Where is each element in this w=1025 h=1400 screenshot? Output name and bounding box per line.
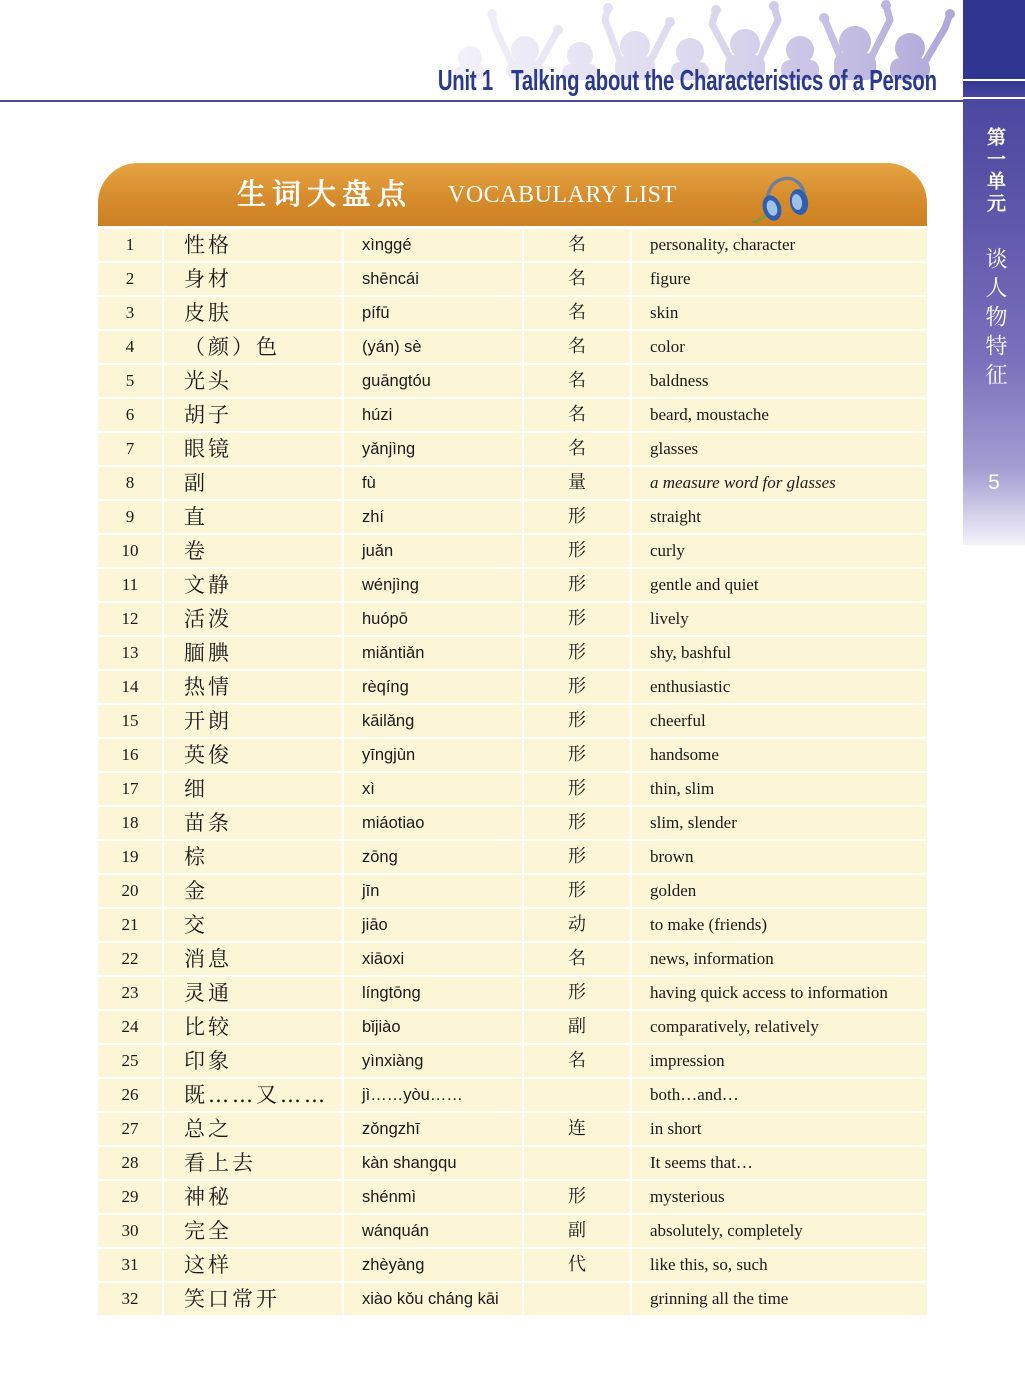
vocab-row-hanzi: 完全 — [164, 1215, 342, 1247]
vocab-row-pinyin: xì — [344, 773, 522, 805]
vocab-row — [98, 807, 927, 839]
vocab-row-part-of-speech: 名 — [524, 263, 630, 295]
vocab-row-hanzi: 印象 — [164, 1045, 342, 1077]
vocab-row-hanzi: 比较 — [164, 1011, 342, 1043]
vocab-row-english: glasses — [632, 433, 927, 465]
vocab-row-english: mysterious — [632, 1181, 927, 1213]
vocab-row-number: 2 — [98, 263, 162, 295]
vocab-row-english: shy, bashful — [632, 637, 927, 669]
vocab-row-hanzi: 灵通 — [164, 977, 342, 1009]
vocab-row-part-of-speech: 形 — [524, 637, 630, 669]
vocab-row — [98, 1079, 927, 1111]
vocab-row-english: cheerful — [632, 705, 927, 737]
vocab-row-hanzi: 看上去 — [164, 1147, 342, 1179]
vocab-row-hanzi: 开朗 — [164, 705, 342, 737]
vocab-row-part-of-speech: 代 — [524, 1249, 630, 1281]
vocab-row-hanzi: 皮肤 — [164, 297, 342, 329]
vocab-row-number: 13 — [98, 637, 162, 669]
vocab-row-part-of-speech: 连 — [524, 1113, 630, 1145]
vocab-row-pinyin: xiào kǒu cháng kāi — [344, 1283, 522, 1315]
vocab-row-pinyin: pífū — [344, 297, 522, 329]
vocab-row — [98, 399, 927, 431]
vocab-row-pinyin: guāngtóu — [344, 365, 522, 397]
chapter-side-tab — [963, 0, 1025, 545]
vocab-row-number: 3 — [98, 297, 162, 329]
vocab-row-english: lively — [632, 603, 927, 635]
vocab-row-english: baldness — [632, 365, 927, 397]
vocab-row-part-of-speech: 形 — [524, 603, 630, 635]
vocab-row — [98, 841, 927, 873]
vocab-row-english: gentle and quiet — [632, 569, 927, 601]
vocab-row-english: personality, character — [632, 229, 927, 261]
vocab-row-number: 11 — [98, 569, 162, 601]
vocab-row-hanzi: 棕 — [164, 841, 342, 873]
vocab-row-hanzi: 苗条 — [164, 807, 342, 839]
vocab-row-number: 4 — [98, 331, 162, 363]
vocab-row-english: both…and… — [632, 1079, 927, 1111]
vocab-row — [98, 1249, 927, 1281]
header-divider — [0, 100, 963, 102]
vocab-row-part-of-speech: 名 — [524, 1045, 630, 1077]
vocab-row — [98, 365, 927, 397]
vocab-row — [98, 263, 927, 295]
vocab-row-part-of-speech: 形 — [524, 841, 630, 873]
unit-title — [438, 64, 937, 98]
vocab-row-part-of-speech: 形 — [524, 535, 630, 567]
vocab-row-part-of-speech: 名 — [524, 297, 630, 329]
vocab-row-part-of-speech — [524, 1283, 630, 1315]
vocab-row-number: 18 — [98, 807, 162, 839]
vocab-row-hanzi: 笑口常开 — [164, 1283, 342, 1315]
vocab-row-part-of-speech: 量 — [524, 467, 630, 499]
vocab-row-part-of-speech: 副 — [524, 1215, 630, 1247]
vocab-row-number: 21 — [98, 909, 162, 941]
vocabulary-table — [98, 229, 927, 1315]
vocab-row-part-of-speech: 形 — [524, 773, 630, 805]
unit-label: Unit 1 — [438, 65, 494, 97]
vocab-row-english: curly — [632, 535, 927, 567]
vocab-row-english: golden — [632, 875, 927, 907]
vocab-row-hanzi: 眼镜 — [164, 433, 342, 465]
vocab-row-pinyin: juǎn — [344, 535, 522, 567]
vocab-row-part-of-speech: 形 — [524, 875, 630, 907]
unit-title-text: Talking about the Characteristics of a Person — [511, 65, 937, 97]
vocab-row-number: 32 — [98, 1283, 162, 1315]
vocab-row-part-of-speech: 名 — [524, 399, 630, 431]
vocabulary-title-chinese: 生词大盘点 — [237, 177, 413, 211]
vocab-row — [98, 671, 927, 703]
vocab-row-number: 26 — [98, 1079, 162, 1111]
vocab-row — [98, 569, 927, 601]
vocab-row-number: 29 — [98, 1181, 162, 1213]
vocab-row-number: 23 — [98, 977, 162, 1009]
vocab-row-number: 27 — [98, 1113, 162, 1145]
vocab-row-hanzi: （颜）色 — [164, 331, 342, 363]
vocab-row-hanzi: 胡子 — [164, 399, 342, 431]
vocab-row-number: 16 — [98, 739, 162, 771]
vocab-row-pinyin: xìnggé — [344, 229, 522, 261]
vocab-row-part-of-speech: 形 — [524, 1181, 630, 1213]
vocab-row-english: straight — [632, 501, 927, 533]
vocab-row-part-of-speech: 名 — [524, 331, 630, 363]
vocab-row — [98, 297, 927, 329]
vocab-row — [98, 1215, 927, 1247]
tab-topic-label: 谈人物特征 — [982, 247, 1007, 392]
vocab-row — [98, 1011, 927, 1043]
vocab-row-hanzi: 细 — [164, 773, 342, 805]
vocab-row-hanzi: 总之 — [164, 1113, 342, 1145]
vocab-row-english: beard, moustache — [632, 399, 927, 431]
vocab-row-pinyin: jiāo — [344, 909, 522, 941]
vocab-row-english: grinning all the time — [632, 1283, 927, 1315]
vocab-row — [98, 1147, 927, 1179]
vocab-row-part-of-speech: 动 — [524, 909, 630, 941]
vocab-row-part-of-speech: 名 — [524, 943, 630, 975]
vocab-row-pinyin: fù — [344, 467, 522, 499]
vocabulary-title-english: VOCABULARY LIST — [448, 182, 677, 208]
tab-unit-label: 第一单元 — [984, 127, 1006, 215]
tab-divider-bottom — [963, 97, 1025, 99]
vocab-row — [98, 603, 927, 635]
vocab-row-hanzi: 卷 — [164, 535, 342, 567]
vocab-row-number: 25 — [98, 1045, 162, 1077]
vocab-row — [98, 909, 927, 941]
vocab-row-number: 10 — [98, 535, 162, 567]
vocab-row-hanzi: 文静 — [164, 569, 342, 601]
vocab-row-pinyin: jì……yòu…… — [344, 1079, 522, 1111]
vocab-row-pinyin: yīngjùn — [344, 739, 522, 771]
vocab-row-english: like this, so, such — [632, 1249, 927, 1281]
vocab-row — [98, 535, 927, 567]
vocab-row-pinyin: jīn — [344, 875, 522, 907]
vocab-row-hanzi: 腼腆 — [164, 637, 342, 669]
vocab-row-pinyin: shénmì — [344, 1181, 522, 1213]
vocab-row — [98, 773, 927, 805]
vocab-row-pinyin: huópō — [344, 603, 522, 635]
vocab-row-part-of-speech: 形 — [524, 807, 630, 839]
vocab-row-english: brown — [632, 841, 927, 873]
vocab-row-english: enthusiastic — [632, 671, 927, 703]
vocab-row-hanzi: 这样 — [164, 1249, 342, 1281]
vocab-row-hanzi: 热情 — [164, 671, 342, 703]
vocab-row-english: a measure word for glasses — [632, 467, 927, 499]
page-number: 5 — [988, 471, 1000, 494]
vocab-row-english: It seems that… — [632, 1147, 927, 1179]
vocab-row-pinyin: bǐjiào — [344, 1011, 522, 1043]
vocab-row-pinyin: shēncái — [344, 263, 522, 295]
vocab-row-number: 5 — [98, 365, 162, 397]
vocab-row-part-of-speech: 名 — [524, 365, 630, 397]
vocab-row-pinyin: wánquán — [344, 1215, 522, 1247]
tab-divider-top — [963, 79, 1025, 81]
vocab-row-english: to make (friends) — [632, 909, 927, 941]
vocab-row — [98, 1045, 927, 1077]
vocab-row-number: 7 — [98, 433, 162, 465]
vocab-row-hanzi: 英俊 — [164, 739, 342, 771]
vocab-row-number: 1 — [98, 229, 162, 261]
vocab-row-part-of-speech: 副 — [524, 1011, 630, 1043]
vocab-row — [98, 705, 927, 737]
vocabulary-banner — [98, 163, 927, 226]
vocab-row-pinyin: kāilǎng — [344, 705, 522, 737]
vocab-row-english: absolutely, completely — [632, 1215, 927, 1247]
vocab-row-english: having quick access to information — [632, 977, 927, 1009]
vocab-row — [98, 433, 927, 465]
vocab-row-part-of-speech — [524, 1079, 630, 1111]
vocab-row-pinyin: zhí — [344, 501, 522, 533]
vocab-row-pinyin: yìnxiàng — [344, 1045, 522, 1077]
vocab-row-english: comparatively, relatively — [632, 1011, 927, 1043]
vocab-row — [98, 943, 927, 975]
vocab-row-pinyin: húzi — [344, 399, 522, 431]
vocab-row-number: 8 — [98, 467, 162, 499]
vocab-row-english: impression — [632, 1045, 927, 1077]
vocab-row-pinyin: wénjìng — [344, 569, 522, 601]
vocab-row-number: 22 — [98, 943, 162, 975]
headphones-icon — [752, 168, 816, 226]
vocab-row-part-of-speech: 名 — [524, 229, 630, 261]
vocab-row-number: 20 — [98, 875, 162, 907]
vocab-row-number: 31 — [98, 1249, 162, 1281]
vocab-row-english: news, information — [632, 943, 927, 975]
vocab-row-part-of-speech: 形 — [524, 739, 630, 771]
vocab-row — [98, 637, 927, 669]
vocab-row-hanzi: 交 — [164, 909, 342, 941]
vocab-row — [98, 501, 927, 533]
vocab-row-english: handsome — [632, 739, 927, 771]
vocab-row-hanzi: 神秘 — [164, 1181, 342, 1213]
vocab-row-hanzi: 性格 — [164, 229, 342, 261]
vocab-row-hanzi: 身材 — [164, 263, 342, 295]
vocab-row-part-of-speech: 形 — [524, 977, 630, 1009]
vocab-row-hanzi: 光头 — [164, 365, 342, 397]
vocab-row — [98, 1283, 927, 1315]
vocab-row-number: 19 — [98, 841, 162, 873]
vocab-row-hanzi: 活泼 — [164, 603, 342, 635]
vocab-row — [98, 467, 927, 499]
vocab-row-number: 15 — [98, 705, 162, 737]
vocab-row-pinyin: xiāoxi — [344, 943, 522, 975]
vocab-row-english: thin, slim — [632, 773, 927, 805]
vocab-row-pinyin: rèqíng — [344, 671, 522, 703]
vocab-row-english: slim, slender — [632, 807, 927, 839]
vocab-row-number: 28 — [98, 1147, 162, 1179]
vocab-row — [98, 977, 927, 1009]
vocab-row — [98, 875, 927, 907]
vocab-row-number: 30 — [98, 1215, 162, 1247]
vocab-row-hanzi: 直 — [164, 501, 342, 533]
vocab-row-pinyin: kàn shangqu — [344, 1147, 522, 1179]
vocab-row-english: in short — [632, 1113, 927, 1145]
vocab-row-pinyin: miáotiao — [344, 807, 522, 839]
vocab-row — [98, 739, 927, 771]
vocab-row-part-of-speech: 形 — [524, 671, 630, 703]
vocab-row-hanzi: 既……又…… — [164, 1079, 342, 1111]
vocab-row-english: color — [632, 331, 927, 363]
vocab-row-part-of-speech — [524, 1147, 630, 1179]
vocab-row — [98, 331, 927, 363]
vocab-row — [98, 229, 927, 261]
vocab-row-pinyin: zōng — [344, 841, 522, 873]
vocab-row — [98, 1181, 927, 1213]
vocab-row-number: 6 — [98, 399, 162, 431]
vocab-row-pinyin: yǎnjìng — [344, 433, 522, 465]
vocab-row-number: 14 — [98, 671, 162, 703]
vocab-row-pinyin: (yán) sè — [344, 331, 522, 363]
vocab-row-hanzi: 消息 — [164, 943, 342, 975]
vocab-row-number: 17 — [98, 773, 162, 805]
vocab-row-pinyin: zǒngzhī — [344, 1113, 522, 1145]
vocab-row-number: 24 — [98, 1011, 162, 1043]
vocab-row — [98, 1113, 927, 1145]
vocab-row-english: skin — [632, 297, 927, 329]
vocab-row-number: 12 — [98, 603, 162, 635]
vocab-row-hanzi: 金 — [164, 875, 342, 907]
vocab-row-pinyin: miǎntiǎn — [344, 637, 522, 669]
vocab-row-part-of-speech: 形 — [524, 501, 630, 533]
vocab-row-part-of-speech: 名 — [524, 433, 630, 465]
vocab-row-english: figure — [632, 263, 927, 295]
vocab-row-part-of-speech: 形 — [524, 705, 630, 737]
vocab-row-number: 9 — [98, 501, 162, 533]
vocab-row-pinyin: zhèyàng — [344, 1249, 522, 1281]
vocab-row-pinyin: língtōng — [344, 977, 522, 1009]
vocab-row-hanzi: 副 — [164, 467, 342, 499]
vocab-row-part-of-speech: 形 — [524, 569, 630, 601]
